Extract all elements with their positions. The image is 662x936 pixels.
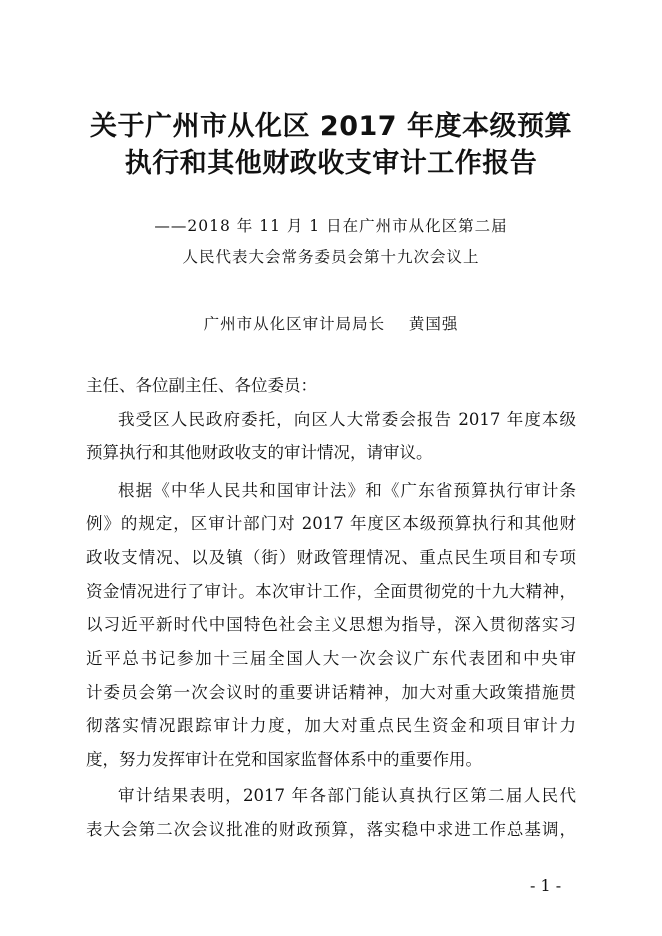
- page-number: - 1 -: [530, 876, 562, 895]
- report-title-line-2: 执行和其他财政收支审计工作报告: [124, 148, 538, 179]
- paragraph-2-line-3: 政收支情况、以及镇（街）财政管理情况、重点民生项目和专项: [86, 548, 576, 567]
- paragraph-1-line-1: 我受区人民政府委托，向区人大常委会报告 2017 年度本级: [118, 410, 576, 429]
- paragraph-2-line-5: 以习近平新时代中国特色社会主义思想为指导，深入贯彻落实习: [86, 615, 576, 634]
- meeting-subtitle-line-1: ——2018 年 11 月 1 日在广州市从化区第二届: [154, 217, 508, 235]
- greeting: 主任、各位副主任、各位委员：: [86, 376, 317, 395]
- paragraph-3-line-2: 表大会第二次会议批准的财政预算，落实稳中求进工作总基调，: [86, 820, 576, 839]
- paragraph-2-line-1: 根据《中华人民共和国审计法》和《广东省预算执行审计条: [118, 481, 576, 500]
- paragraph-3-line-1: 审计结果表明，2017 年各部门能认真执行区第二届人民代: [118, 786, 576, 805]
- author-line: 广州市从化区审计局局长 黄国强: [203, 315, 459, 333]
- paragraph-2-line-9: 度，努力发挥审计在党和国家监督体系中的重要作用。: [86, 750, 482, 769]
- report-title-line-1: 关于广州市从化区 2017 年度本级预算: [90, 111, 572, 142]
- paragraph-2-line-2: 例》的规定，区审计部门对 2017 年度区本级预算执行和其他财: [86, 514, 576, 533]
- meeting-subtitle-line-2: 人民代表大会常务委员会第十九次会议上: [182, 248, 480, 266]
- paragraph-2-line-8: 彻落实情况跟踪审计力度，加大对重点民生资金和项目审计力: [86, 716, 576, 735]
- paragraph-2-line-6: 近平总书记参加十三届全国人大一次会议广东代表团和中央审: [86, 649, 576, 668]
- paragraph-2-line-7: 计委员会第一次会议时的重要讲话精神，加大对重大政策措施贯: [86, 683, 576, 702]
- paragraph-2-line-4: 资金情况进行了审计。本次审计工作，全面贯彻党的十九大精神，: [86, 582, 576, 601]
- paragraph-1-line-2: 预算执行和其他财政收支的审计情况，请审议。: [86, 443, 433, 462]
